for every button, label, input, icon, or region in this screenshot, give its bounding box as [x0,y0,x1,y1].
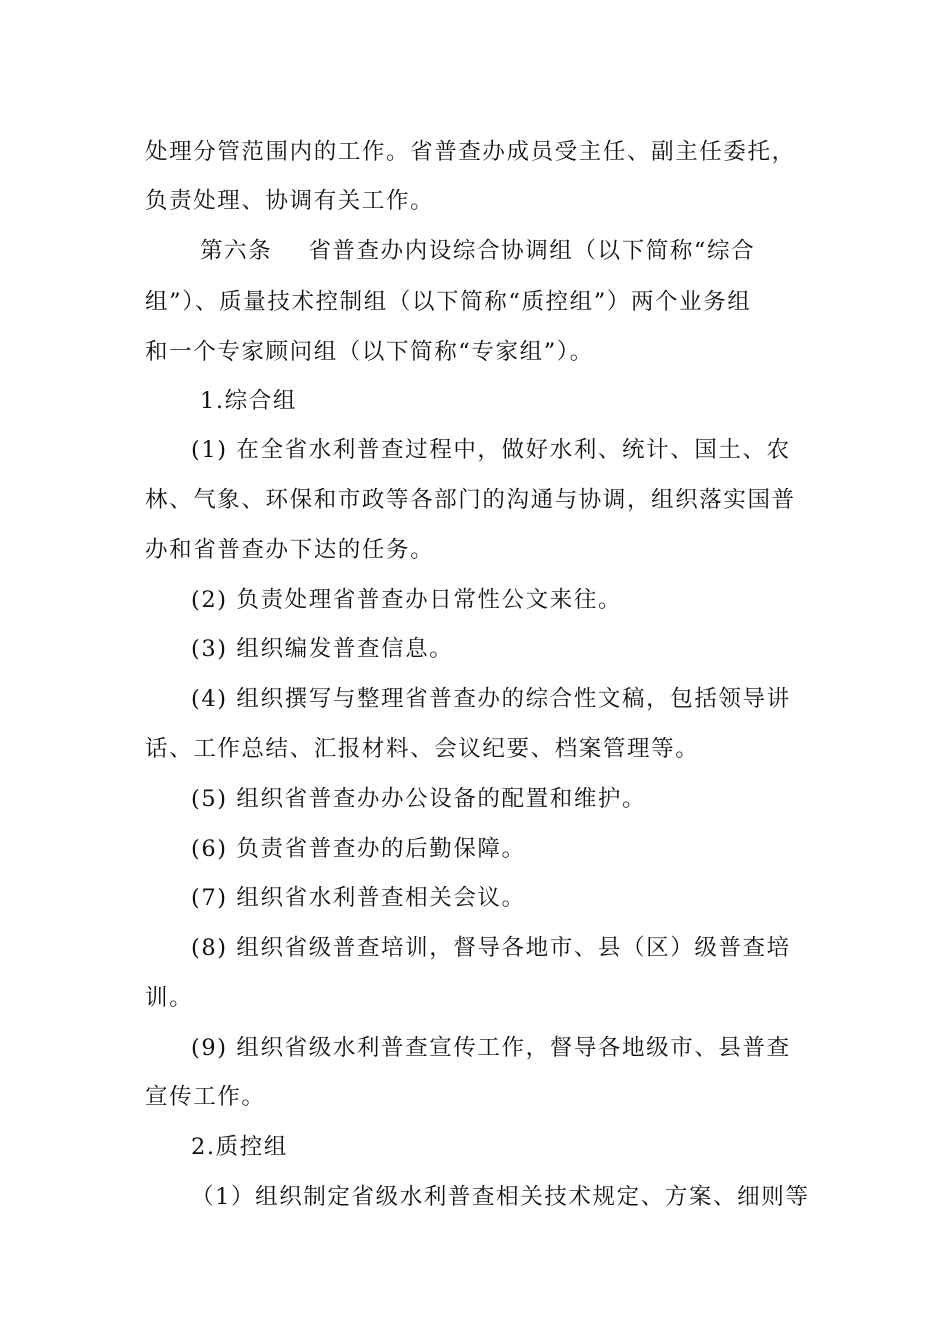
list-item: (1) 在全省水利普查过程中，做好水利、统计、国土、农 [191,437,791,463]
text-line: 处理分管范围内的工作。省普查办成员受主任、副主任委托， [145,139,796,165]
list-item: (2) 负责处理省普查办日常性公文来往。 [191,587,623,613]
text-line: 训。 [145,985,194,1011]
list-item: (9) 组织省级水利普查宣传工作，督导各地级市、县普查 [191,1035,791,1061]
article-heading-line [200,236,755,266]
list-item: (8) 组织省级普查培训，督导各地市、县（区）级普查培 [191,935,791,961]
text-line: 负责处理、协调有关工作。 [145,188,435,214]
text-line: 和一个专家顾问组（以下简称“专家组”）。 [145,339,594,365]
text-line: 省普查办内设综合协调组（以下简称“综合 [308,238,756,264]
section-heading: 2.质控组 [191,1134,288,1160]
list-item: (6) 负责省普查办的后勤保障。 [191,836,526,862]
text-line: 办和省普查办下达的任务。 [145,537,435,563]
list-item: (7) 组织省水利普查相关会议。 [191,885,526,911]
text-line: 话、工作总结、汇报材料、会议纪要、档案管理等。 [145,736,700,762]
list-item: （1）组织制定省级水利普查相关技术规定、方案、细则等 [191,1184,810,1210]
article-number: 第六条 [200,238,273,264]
text-line: 林、气象、环保和市政等各部门的沟通与协调，组织落实国普 [145,487,796,513]
list-item: (4) 组织撰写与整理省普查办的综合性文稿，包括领导讲 [191,686,791,712]
section-heading: 1.综合组 [200,388,297,414]
list-item: (5) 组织省普查办办公设备的配置和维护。 [191,786,647,812]
text-line: 组”）、质量技术控制组（以下简称“质控组”）两个业务组 [145,289,752,315]
list-item: (3) 组织编发普查信息。 [191,636,454,662]
text-line: 宣传工作。 [145,1084,266,1110]
